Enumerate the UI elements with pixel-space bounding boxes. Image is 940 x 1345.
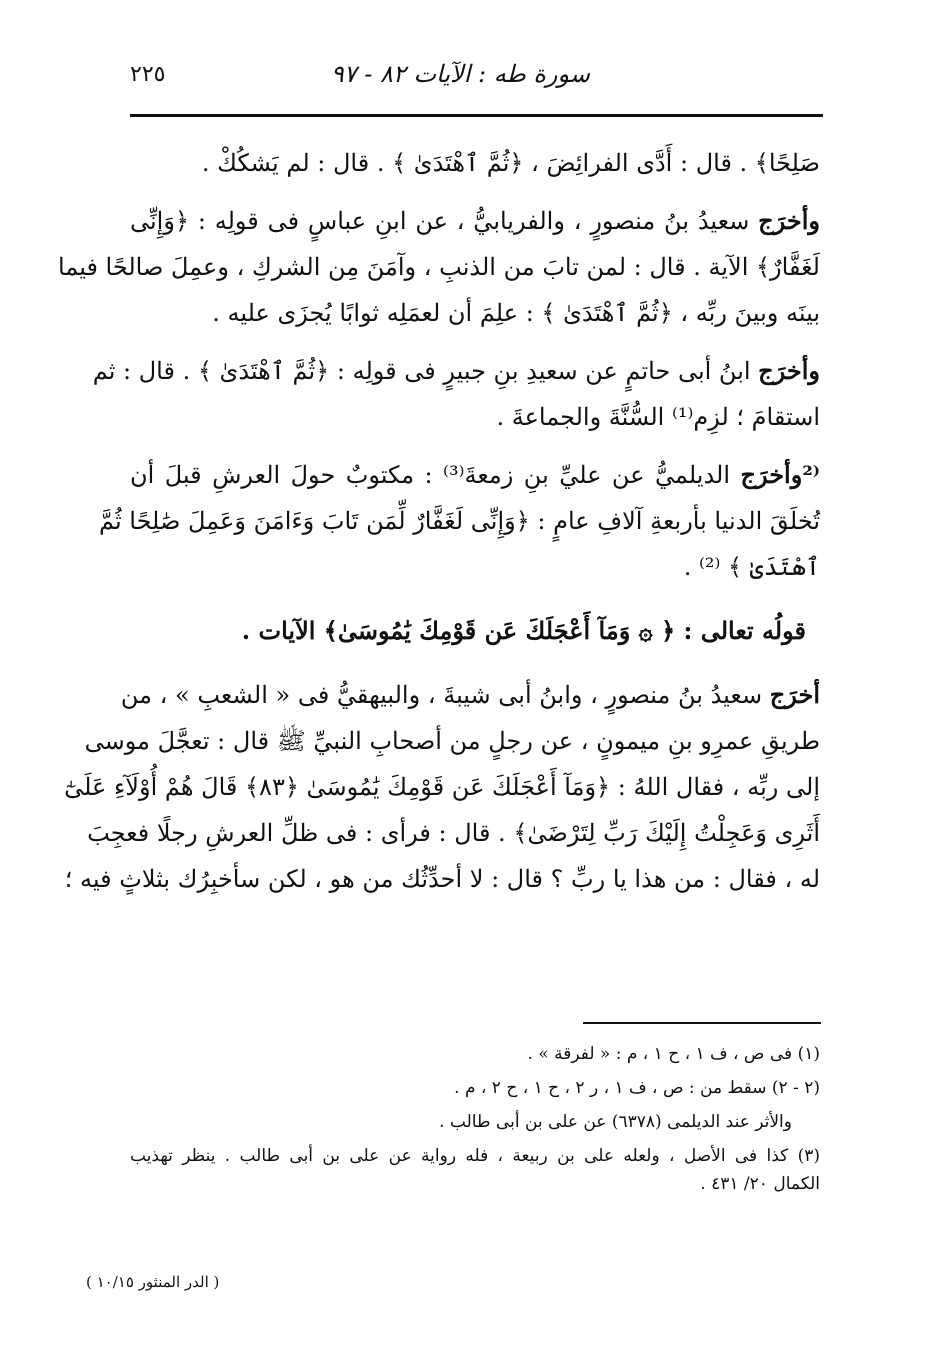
footnote-2-note: والأثر عند الديلمى (٦٣٧٨) عن على بن أبى طالب .: [439, 1112, 792, 1132]
paragraph-1-line-1: صَلِحًا﴾ . قال : أَدَّى الفرائِضَ ، ﴿ثُمَّ ٱهْتَدَىٰ ﴾ . قال : لم يَشكُكْ .: [201, 149, 820, 177]
paragraph-5-line-2: طريقِ عمرِو بنِ ميمونٍ ، عن رجلٍ من أصحابِ النبيِّ ﷺ قال : تعجَّلَ موسى: [84, 727, 820, 755]
heading-text: ﴿ ۞ وَمَآ أَعْجَلَكَ عَن قَوْمِكَ يَٰمُوسَىٰ﴾ الآيات .: [241, 616, 684, 645]
paragraph-lead: أخرَج: [769, 680, 820, 709]
paragraph-5-line-4: أَثَرِى وَعَجِلْتُ إِلَيْكَ رَبِّ لِتَرْضَىٰ﴾ . قال : فرأى : فى ظلِّ العرشِ رجلًا فعجِبَ: [87, 819, 820, 847]
paragraph-2-line-3: بينَه وبينَ ربِّه ، ﴿ثُمَّ ٱهْتَدَىٰ ﴾ : علِمَ أن لعمَلِه ثوابًا يُجزَى عليه .: [212, 299, 820, 327]
heading-lead: قولُه تعالى :: [683, 616, 806, 645]
page-number: ٢٢٥: [130, 62, 166, 87]
footnote-1: (١) فى ص ، ف ١ ، ح ١ ، م : « لفرقة » .: [527, 1044, 820, 1064]
paragraph-3-line-2: استقامَ ؛ لزِم⁽¹⁾ السُّنَّةَ والجماعةَ .: [496, 403, 820, 431]
header-rule: [130, 114, 823, 117]
paragraph-4-line-2: تُخلَقَ الدنيا بأربعةِ آلافِ عامٍ : ﴿وَإِنِّى لَغَفَّارٌ لِّمَن تَابَ وَءَامَنَ وَعَمِلَ صَٰلِحًا ثُمَّ: [98, 507, 820, 535]
footnote-3-line-2: الكمال ٢٠/ ٤٣١ .: [700, 1174, 820, 1194]
footnote-rule: [583, 1022, 821, 1024]
paragraph-2-line-1: [130, 198, 820, 244]
paragraph-lead: وأخرَج: [758, 356, 820, 385]
footnote-3-line-1: (٣) كذا فى الأصل ، ولعله على بن ربيعة ، فله رواية عن على بن أبى طالب . ينظر تهذيب: [130, 1146, 820, 1166]
paragraph-3-line-1: [92, 348, 820, 394]
paragraph-4-line-1: [130, 452, 820, 498]
footnote-2: (٢ - ٢) سقط من : ص ، ف ١ ، ر ٢ ، ح ١ ، ح ٢ ، م .: [454, 1078, 820, 1098]
paragraph-5-line-5: له ، فقال : من هذا يا ربِّ ؟ قال : لا أحدِّثُك من هو ، لكن سأخبِرُك بثلاثٍ فيه ؛: [64, 865, 820, 893]
page-header: [130, 58, 820, 98]
paragraph-lead: وأخرَج: [758, 206, 820, 235]
paragraph-lead: ⁽²وأخرَج: [740, 460, 820, 489]
paragraph-4-line-3: ٱهْتَدَىٰ ﴾ ⁽²⁾ .: [683, 553, 820, 581]
paragraph-text: ابنُ أبى حاتمٍ عن سعيدِ بنِ جبيرٍ فى قولِه : ﴿ثُمَّ ٱهْتَدَىٰ ﴾ . قال : ثم: [92, 357, 759, 385]
paragraph-2-line-2: لَغَفَّارٌ﴾ الآية . قال : لمن تابَ من الذنبِ ، وآمَنَ مِن الشركِ ، وعمِلَ صالحًا فيما: [58, 253, 820, 281]
source-reference: ( الدر المنثور ١٠/١٥ ): [86, 1273, 220, 1291]
section-heading: [130, 608, 820, 654]
body-text: [58, 140, 820, 902]
footnotes: [130, 1040, 820, 1204]
paragraph-text: سعيدُ بنُ منصورٍ ، وابنُ أبى شيبةَ ، والبيهقيُّ فى « الشعبِ » ، من: [120, 681, 770, 709]
paragraph-5-line-3: إلى ربِّه ، فقال اللهُ : ﴿وَمَآ أَعْجَلَكَ عَن قَوْمِكَ يَٰمُوسَىٰ ﴿٨٣﴾ قَالَ هُمْ أُوْلَآءِ عَلَىٰٓ: [64, 773, 820, 801]
paragraph-text: الديلميُّ عن عليِّ بنِ زمعةَ⁽³⁾ : مكتوبٌ حولَ العرشِ قبلَ أن: [130, 461, 741, 489]
running-title: سورة طه : الآيات ٨٢ - ٩٧: [330, 60, 590, 88]
paragraph-5-line-1: [120, 672, 820, 718]
paragraph-text: سعيدُ بنُ منصورٍ ، والفريابيُّ ، عن ابنِ عباسٍ فى قولِه : ﴿وَإِنِّى: [130, 207, 759, 235]
